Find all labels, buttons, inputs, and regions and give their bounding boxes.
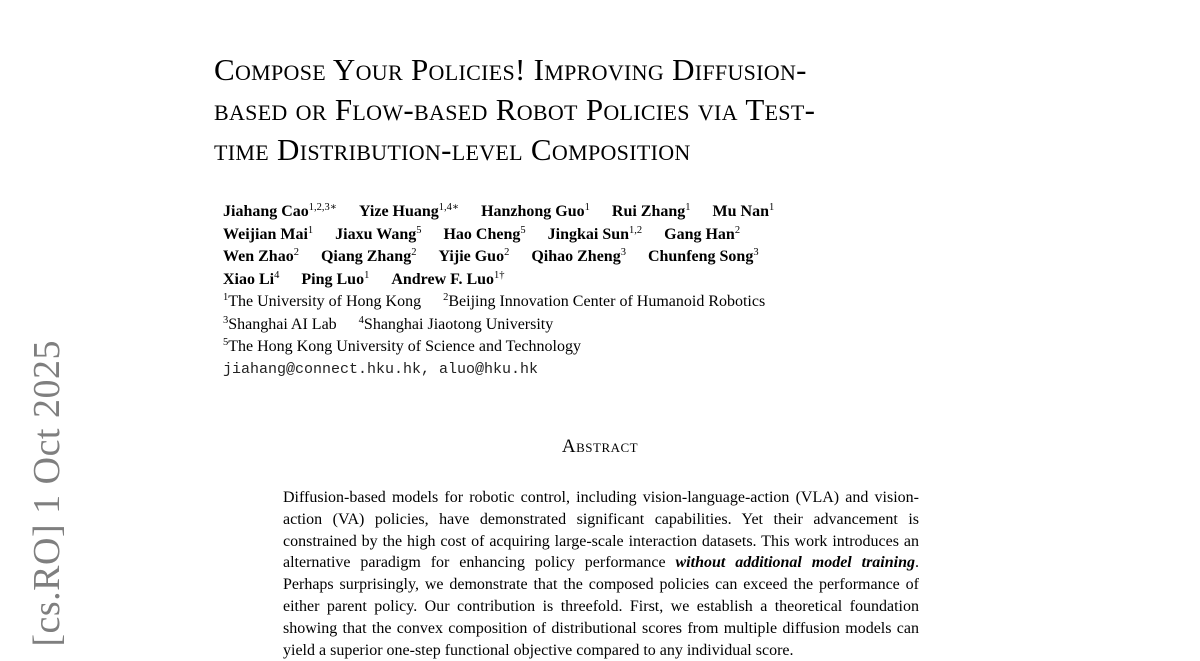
title-line: Compose Your Policies! Improving Diffusion- [214,52,807,87]
author-affiliation-marker: 1,2 [629,224,643,236]
author-affiliation-marker: 2 [293,247,299,258]
author-name [335,226,421,243]
author-name-text: Jiaxu Wang [335,225,417,243]
affiliation-marker: 5 [223,337,229,348]
affiliation-row [223,291,983,314]
title-line: based or Flow-based Robot Policies via Test- [214,92,816,127]
author-name [438,248,509,265]
author-affiliation-marker: 2 [504,247,510,258]
author-name [301,271,369,288]
author-name [391,271,504,288]
author-name [713,203,775,220]
author-name-text: Yijie Guo [438,248,505,265]
author-name-text: Ping Luo [301,270,365,288]
author-affiliation-marker: 1 [364,269,370,281]
author-affiliation-marker: 5 [416,224,422,236]
author-affiliation-marker: 1 [685,202,691,213]
affiliation-name: Shanghai Jiaotong University [363,315,554,333]
abstract-text-after: . Perhaps surprisingly, we demonstrate that the composed policies can exceed the performance of either parent policy. Our contribution is threefold. First, we establish a theoretical foundation showing that the convex composition of distributional scores from multiple diffusion models can yield a superior one-step functional objective compared to any individual score. [283,554,919,659]
affiliation-list [223,291,983,359]
author-row [223,269,983,292]
affiliation [223,293,421,310]
affiliation-name: The University of Hong Kong [228,293,422,310]
author-name [531,248,626,265]
author-name [223,248,299,265]
author-name [648,248,759,265]
affiliation-marker: 1 [223,292,229,303]
author-affiliation-marker: 1 [307,224,314,236]
affiliation-name: Shanghai AI Lab [228,315,337,333]
author-affiliation-marker: 1 [584,202,590,213]
author-name [223,226,313,243]
author-affiliation-marker: 5 [520,224,526,236]
author-affiliation-marker: 3 [753,247,759,258]
author-name-text: Xiao Li [223,270,275,288]
affiliation [359,316,554,333]
author-name [359,203,459,220]
author-name [481,203,590,220]
author-name-text: Qiang Zhang [320,248,412,265]
author-name-text: Hanzhong Guo [481,203,585,220]
author-name-text: Jingkai Sun [547,225,630,243]
author-name [223,203,337,220]
affiliation-marker: 2 [443,292,449,303]
author-name [664,226,740,243]
author-name-text: Mu Nan [712,203,769,220]
arxiv-identifier-stamp: [cs.RO] 1 Oct 2025 [26,340,68,647]
contact-emails[interactable]: jiahang@connect.hku.hk, aluo@hku.hk [223,360,539,378]
affiliation-row [223,314,983,337]
author-row [223,201,983,224]
author-name-text: Chunfeng Song [647,248,754,265]
author-affiliation-marker: 2 [734,224,741,236]
author-name-text: Hao Cheng [443,225,521,243]
affiliation-marker: 3 [223,314,229,326]
abstract-text-before: Diffusion-based models for robotic control, including vision-language-action (VLA) and vision-action (VA) policies, have demonstrated significant capabilities. Yet their advancement is constrained by the high cost of acquiring large-scale interaction datasets. This work introduces an alternative paradigm for enhancing policy performance [283,489,919,572]
author-name [443,226,525,243]
affiliation-name: Beijing Innovation Center of Humanoid Robotics [448,293,766,310]
abstract-emphasis: without additional model training [675,554,915,572]
author-affiliation-marker: 1,2,3∗ [308,202,337,213]
author-name-text: Yize Huang [358,203,439,220]
affiliation [443,293,765,310]
author-affiliation-marker: 4 [274,269,280,281]
abstract-heading: Abstract [561,436,639,457]
author-affiliation-marker: 1† [494,269,505,281]
author-name [548,226,643,243]
author-name-text: Rui Zhang [611,203,686,220]
author-name [612,203,691,220]
author-name-text: Andrew F. Luo [391,270,495,288]
author-list [223,201,983,291]
author-row [223,224,983,247]
affiliation [223,316,337,333]
author-name-text: Wen Zhao [223,248,294,265]
abstract-text [283,487,919,661]
affiliation-marker: 4 [358,314,364,326]
author-row [223,246,983,269]
author-name-text: Jiahang Cao [223,203,309,220]
affiliation [223,338,581,355]
author-name [321,248,417,265]
paper-title [214,50,1014,170]
author-affiliation-marker: 1 [768,202,775,213]
author-affiliation-marker: 3 [620,247,626,258]
affiliation-name: The Hong Kong University of Science and Technology [228,338,581,355]
author-affiliation-marker: 2 [411,247,417,258]
author-name-text: Weijian Mai [223,225,308,243]
author-name-text: Gang Han [664,225,735,243]
author-affiliation-marker: 1,4∗ [438,202,460,213]
author-name [223,271,279,288]
title-line: time Distribution-level Composition [214,132,691,167]
affiliation-row [223,336,983,359]
author-name-text: Qihao Zheng [531,248,621,265]
author-block [223,201,983,381]
